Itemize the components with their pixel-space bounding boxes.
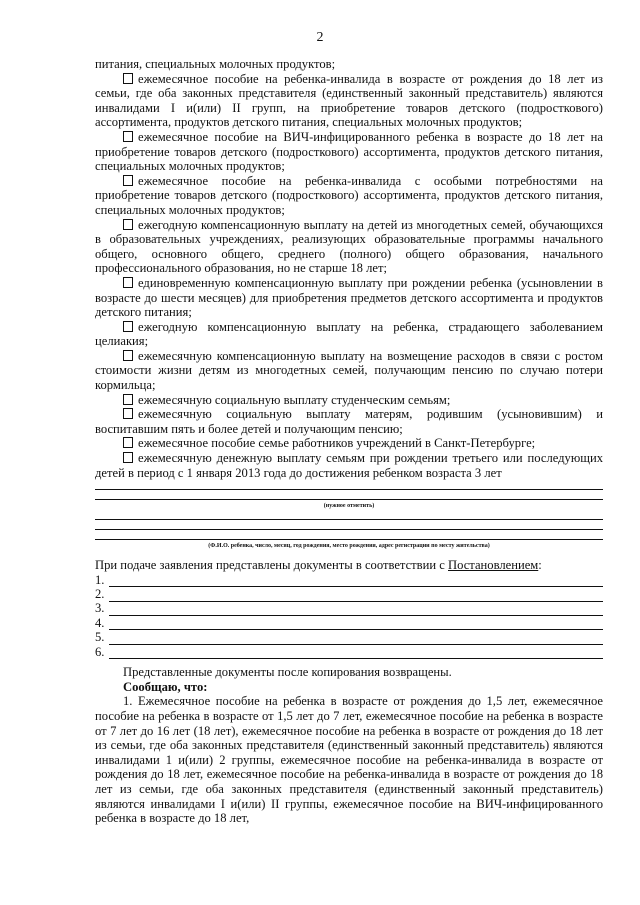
checkbox[interactable] [123,219,133,230]
benefit-option-label: единовременную компенсационную выплату при рождении ребенка (усыновлении в возрасте до шести месяцев) для приобретения предметов детского ассортимента и продуктов детского питания; [95,275,603,320]
document-number: 1. [95,572,105,587]
document-row [95,587,603,601]
benefit-options-list [95,72,603,481]
checkbox[interactable] [123,131,133,142]
document-line[interactable] [109,633,603,645]
returned-note: Представленные документы после копирования возвращены. [123,665,452,680]
document-line[interactable] [109,604,603,616]
fill-area-needed [95,480,603,550]
continuation-text: питания, специальных молочных продуктов; [95,57,336,71]
checkbox[interactable] [123,350,133,361]
benefit-option-label: ежемесячную социальную выплату студенческим семьям; [138,392,451,407]
checkbox[interactable] [123,175,133,186]
document-row [95,645,603,659]
benefit-option [95,276,603,320]
benefit-option-label: ежемесячное пособие семье работников учреждений в Санкт-Петербурге; [138,436,536,451]
benefit-option-label: ежемесячное пособие на ВИЧ-инфицированного ребенка в возрасте до 18 лет на приобретение товаров детского (подросткового) ассортимента, продуктов детского питания, специальных молочных продуктов; [95,129,603,174]
checkbox[interactable] [123,321,133,332]
benefit-option [95,320,603,349]
document-row [95,573,603,587]
document-line[interactable] [109,618,603,630]
document-number: 3. [95,601,105,616]
benefit-option [95,451,603,480]
benefit-option-label: ежегодную компенсационную выплату на детей из многодетных семей, обучающихся в образовательных учреждениях, реализующих образовательные программы начального общего, основного общего, среднего (полного) общего образования, начального профессионального образования, но не старше 18 лет; [95,217,603,276]
benefit-option [95,407,603,436]
fill-line[interactable] [95,480,603,490]
benefit-option-label: ежемесячное пособие на ребенка-инвалида с особыми потребностями на приобретение товаров детского (подросткового) ассортимента, продуктов детского питания, специальных молочных продуктов; [95,173,603,217]
document-row [95,616,603,630]
benefit-option-label: ежемесячную денежную выплату семьям при рождении третьего или последующих детей в период с 1 января 2013 года до достижения ребенком возраста 3 лет [95,451,603,480]
fill-line[interactable] [95,490,603,500]
caption-child-info: (Ф.И.О. ребенка, число, месяц, год рождения, место рождения, адрес регистрации по месту жительства) [208,543,490,550]
document-row [95,602,603,616]
fill-line[interactable] [95,510,603,520]
inform-heading: Сообщаю, что: [123,679,208,694]
checkbox[interactable] [123,408,133,419]
checkbox[interactable] [123,452,133,463]
inform-text: 1. Ежемесячное пособие на ребенка в возрасте от рождения до 1,5 лет, ежемесячное пособие на ребенка в возрасте от 1,5 лет до 7 лет, ежемесячное пособие на ребенка в возрасте от 7 лет до 16 лет (18 лет), ежемесячное пособие на ребенка в возрасте от рождения до 18 лет из семьи, где оба законных представителя (единственный законный представитель) являются инвалидами 1 и(или) 2 группы, ежемесячное пособие на ребенка-инвалида в возрасте от рождения до 18 лет, ежемесячное пособие на ребенка-инвалида в возрасте от рождения до 18 лет из семьи, где оба законных представителя (единственный законный представитель) являются инвалидами I и(или) II группы, ежемесячное пособие на ВИЧ-инфицированного ребенка в возрасте до 18 лет, [95,694,603,826]
benefit-option-label: ежемесячное пособие на ребенка-инвалида в возрасте от рождения до 18 лет из семьи, где оба законных представителя (единственный законный представитель) являются инвалидами I и(или) II групп, на приобретение товаров детского (подросткового) ассортимента, продуктов детского питания, специальных молочных продуктов; [95,71,603,130]
fill-line[interactable] [95,530,603,540]
document-body [95,57,603,826]
fill-line[interactable] [95,520,603,530]
documents-intro-suffix: : [538,558,542,573]
checkbox[interactable] [123,277,133,288]
document-number: 4. [95,615,105,630]
checkbox[interactable] [123,73,133,84]
benefit-option [95,174,603,218]
documents-intro-prefix: При подаче заявления представлены документы в соответствии с [95,558,448,573]
document-line[interactable] [109,647,603,659]
page-number: 2 [316,30,324,45]
checkbox[interactable] [123,394,133,405]
benefit-option-label: ежемесячную компенсационную выплату на возмещение расходов в связи с ростом стоимости жизни детям из многодетных семей, получающим пенсию по случаю потери кормильца; [95,348,603,393]
document-row [95,630,603,644]
documents-intro [95,558,603,573]
documents-list [95,573,603,659]
document-line[interactable] [109,575,603,587]
benefit-option-label: ежемесячную социальную выплату матерям, родившим (усыновившим) и воспитавшим пять и более детей и получающим пенсию; [95,407,603,436]
benefit-option-label: ежегодную компенсационную выплату на ребенка, страдающего заболеванием целиакия; [95,319,603,349]
benefit-option [95,130,603,174]
checkbox[interactable] [123,437,133,448]
document-number: 2. [95,587,105,601]
benefit-option [95,436,603,451]
document-number: 5. [95,630,105,645]
caption-needed: (нужное отметить) [323,503,375,510]
document-line[interactable] [109,590,603,602]
benefit-option [95,72,603,130]
benefit-option [95,393,603,408]
document-number: 6. [95,644,105,659]
benefit-option [95,218,603,276]
resolution-link[interactable]: Постановлением [448,558,539,573]
benefit-option [95,349,603,393]
